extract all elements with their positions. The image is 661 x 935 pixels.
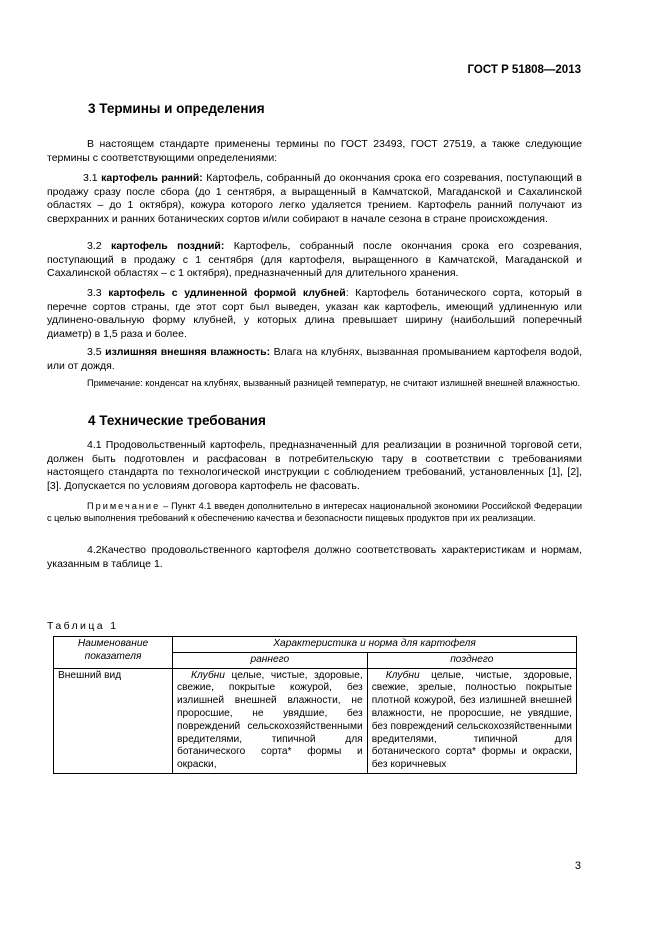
section-3-note: Примечание: конденсат на клубнях, вызванный разницей температур, не считают излишней внешней влажностью. [87,378,581,388]
header-indicator: Наименование показателя [54,637,173,669]
term-definition: Влага на клубнях, вызванная промыванием картофеля водой, или от дождя. [47,346,582,372]
header-characteristic: Характеристика и норма для картофеля [173,637,577,653]
cell-lead: Клубни [191,669,225,681]
term-number: 3.3 [87,287,109,299]
term-definition: Картофель, собранный до окончания срока его созревания, поступающий в продажу сразу после сбора (до 1 сентября, а выращенный в Камчатской, Магаданской и Сахалинской областях – до 1 октября), кожура которого легко удаляется трением. Картофель ранний получают из сверхранних и ранних ботанических сортов и/или собирают в начале сезона в стране происхождения. [47,172,583,225]
table-header-row [54,637,577,653]
table-caption: Таблица 1 [47,620,119,632]
term-number: 3.5 [87,346,106,358]
term-3-3 [47,287,582,341]
header-early: раннего [173,652,368,668]
term-definition: Картофель, собранный после окончания срока его созревания, поступающий в продажу с 1 сентября (для картофеля, выращенного в Камчатской, Магаданской и Сахалинской областях – с 1 октября), предназначенный для длительного хранения. [47,240,583,279]
header-late: позднего [367,652,576,668]
note-label: Примечание [87,501,161,511]
term-number: 3.1 [83,172,102,184]
clause-4-1: 4.1 Продовольственный картофель, предназначенный для реализации в розничной торговой сети, должен быть подготовлен и расфасован в потребительскую тару в соответствии с требованиями настоящего стандарта по технологической инструкции с соблюдением требований, установленных [1], [2], [3]. Допускается по условиям договора картофель не фасовать. [47,439,582,492]
term-3-1 [47,172,582,226]
page-number: 3 [574,860,581,872]
standard-code: ГОСТ Р 51808—2013 [467,64,581,76]
term-3-5 [47,346,582,373]
cell-lead: Клубни [385,669,420,681]
section-3-intro: В настоящем стандарте применены термины по ГОСТ 23493, ГОСТ 27519, а также следующие термины с соответствующими определениями: [47,138,582,164]
term-definition: : Картофель ботанического сорта, который в перечне сортов страны, где этот сорт был выведен, указан как картофель, имеющий удлиненную или удлинено-овальную форму клубней, у которых длина превышает ширину (наибольший поперечный диаметр) в 1,5 раза и более. [47,287,582,340]
section-3-title: 3 Термины и определения [88,101,265,116]
term-name: картофель ранний: [101,172,203,184]
row-indicator: Внешний вид [54,668,173,773]
clause-4-1-note [47,500,582,524]
cell-text: целые, чистые, здоровые, свежие, покрытые кожурой, без излишней внешней влажности, не проросшие, не увядшие, без повреждений сельскохозяйственными вредителями, типичной для ботанического сорта* формы и окраски, [177,669,363,771]
clause-4-2: 4.2Качество продовольственного картофеля должно соответствовать характеристикам и нормам, указанным в таблице 1. [47,544,582,570]
term-number: 3.2 [87,240,111,252]
row-early-value [173,668,368,773]
note-text: – Пункт 4.1 введен дополнительно в интересах национальной экономики Российской Федерации с целью выполнения требований к обеспечению качества и безопасности пищевых продуктов при их реализации. [47,501,582,523]
table-1 [53,636,577,774]
term-name: картофель с удлиненной формой клубней [108,287,346,299]
cell-text: целые, чистые, здоровые, свежие, зрелые, полностью покрытые плотной кожурой, без излишней внешней влажности, не проросшие, не увядшие, без повреждений сельскохозяйственными вредителями, типичной для ботанического сорта* формы и окраски, без коричневых [371,669,572,771]
term-name: картофель поздний: [110,240,225,252]
term-name: излишняя внешняя влажность: [105,346,271,358]
row-late-value [367,668,576,773]
section-4-title: 4 Технические требования [88,413,266,428]
table-row [54,668,577,773]
term-3-2 [47,240,582,281]
